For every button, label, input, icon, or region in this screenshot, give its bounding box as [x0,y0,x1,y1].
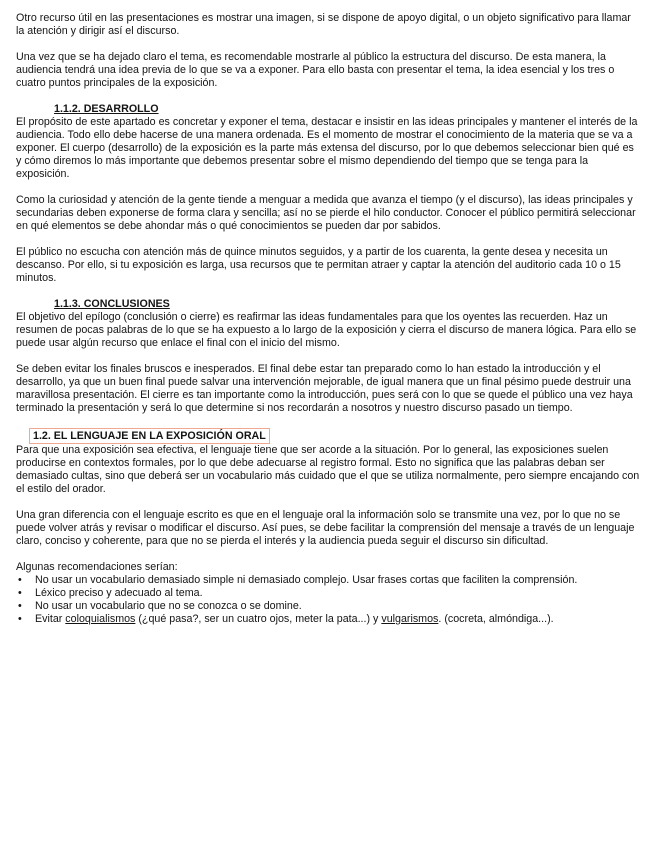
paragraph-intro-image: Otro recurso útil en las presentaciones es mostrar una imagen, si se dispone de apoyo digital, o un objeto significativo para llamar la atención y dirigir así el discurso. [16,12,631,37]
paragraph-conclusiones-2: Se deben evitar los finales bruscos e inesperados. El final debe estar tan preparado como lo han estado la introducción y el desarrollo, ya que un buen final puede salvar una intervención mejorable, de igual manera que un final pésimo puede destruir una maravillosa presentación. El cierre es tan importante como la introducción, pues será con lo que se quede el público una vez haya terminado la presentación y será lo que determine si nos recordarán a nosotros y nuestro discurso pasado un tiempo. [16,363,633,414]
paragraph-desarrollo-3: El público no escucha con atención más de quince minutos seguidos, y a partir de los cuarenta, la gente desea y necesita un descanso. Por ello, si tu exposición es larga, usa recursos que te permitan atraer y captar la atención del auditorio cada 10 o 15 minutos. [16,246,621,284]
heading-conclusiones [16,298,642,311]
paragraph-structure: Una vez que se ha dejado claro el tema, es recomendable mostrarle al público la estructura del discurso. De esta manera, la audiencia tendrá una idea previa de lo que se va a exponer. Para ello basta con presentar el tema, la idea esencial y los tres o cuatro puntos principales de la exposición. [16,51,615,89]
paragraph-lenguaje-2: Una gran diferencia con el lenguaje escrito es que en el lenguaje oral la información solo se transmite una vez, por lo que no se puede volver atrás y revisar o modificar el discurso. Así pues, se debe facilitar la comprensión del mensaje a través de un lenguaje claro, conciso y coherente, para que no se pierda el interés y la audiencia pueda seguir el discurso sin dificultad. [16,509,635,547]
paragraph-lenguaje-1: Para que una exposición sea efectiva, el lenguaje tiene que ser acorde a la situación. Por lo general, las exposiciones suelen producirse en contextos formales, por lo que debe adecuarse al registro formal. Esto no significa que las palabras deban ser demasiado cultas, sino que deberá ser un vocabulario más cuidado que el que se utiliza normalmente, pero siempre encajando con el estilo del orador. [16,444,640,495]
heading-lenguaje-wrap [16,428,642,444]
vulgarismos-link[interactable]: vulgarismos [381,613,439,625]
coloquialismos-link[interactable]: coloquialismos [65,613,136,625]
list-item: • No usar un vocabulario demasiado simple ni demasiado complejo. Usar frases cortas que faciliten la comprensión. [16,574,642,587]
heading-desarrollo [16,103,642,116]
heading-desarrollo-text: 1.1.2. DESARROLLO [54,103,159,115]
list-intro: Algunas recomendaciones serían: [16,561,178,573]
evitar-prefix: Evitar [35,613,66,625]
evitar-suffix: . (cocreta, almóndiga...). [438,613,554,625]
recommendations-list [16,574,642,626]
heading-conclusiones-text: 1.1.3. CONCLUSIONES [54,298,170,310]
list-item: • No usar un vocabulario que no se conozca o se domine. [16,600,642,613]
list-item-evitar [16,613,642,626]
evitar-middle: (¿qué pasa?, ser un cuatro ojos, meter la pata...) y [135,613,382,625]
list-item: • Léxico preciso y adecuado al tema. [16,587,642,600]
heading-lenguaje: 1.2. EL LENGUAJE EN LA EXPOSICIÓN ORAL [29,428,270,444]
paragraph-conclusiones-1: El objetivo del epílogo (conclusión o cierre) es reafirmar las ideas fundamentales para que los oyentes las recuerden. Haz un resumen de pocas palabras de lo que se ha expuesto a lo largo de la exposición y cierra el discurso de manera lógica. Para ello se puede usar algún recurso que enlace el final con el inicio del mismo. [16,311,637,349]
paragraph-desarrollo-1: El propósito de este apartado es concretar y exponer el tema, destacar e insistir en las ideas principales y mantener el interés de la audiencia. Todo ello debe hacerse de una manera ordenada. Es el momento de mostrar el conocimiento de la materia que se va a exponer. El cuerpo (desarrollo) de la exposición es la parte más extensa del discurso, por lo que debemos seleccionar bien qué es y cómo diremos lo más importante que debemos presentar sobre el mismo dependiendo del tiempo que se tenga para la exposición. [16,116,638,180]
document-page [16,12,642,626]
paragraph-desarrollo-2: Como la curiosidad y atención de la gente tiende a menguar a medida que avanza el tiempo (y el discurso), las ideas principales y secundarias deben exponerse de forma clara y sencilla; así no se pierde el hilo conductor. Conocer el público permitirá seleccionar en qué elementos se debe ahondar más o qué conocimientos se pueden dar por sabidos. [16,194,636,232]
